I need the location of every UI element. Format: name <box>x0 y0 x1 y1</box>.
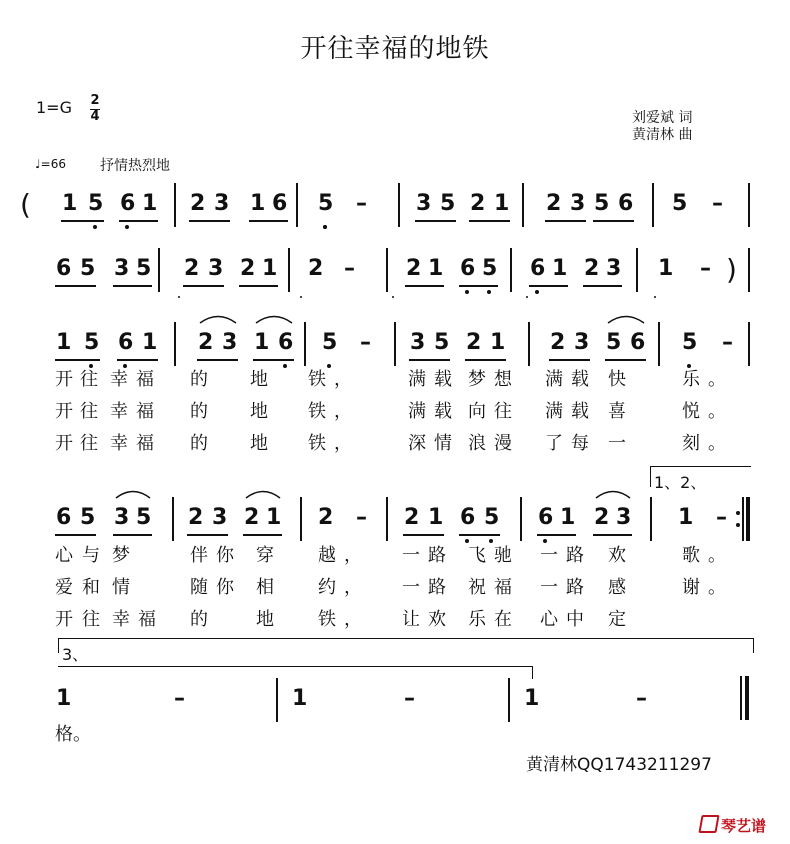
lyric-syllable: 随你 <box>190 577 242 598</box>
note: 1 <box>262 256 278 281</box>
note: 5 <box>84 330 100 355</box>
underline-beam <box>545 220 586 222</box>
note: 1 <box>658 256 674 281</box>
note: 5 <box>594 191 610 216</box>
close-paren: ) <box>726 253 737 286</box>
lyric-syllable: 伴你 <box>190 545 242 566</box>
lyric-syllable: 约， <box>318 577 370 598</box>
final-barline-thin <box>740 676 742 720</box>
lyric-syllable: 地 <box>250 401 276 422</box>
note: 6 <box>630 330 646 355</box>
lyric-syllable: 地 <box>250 433 276 454</box>
note: 5 <box>434 330 450 355</box>
note: 2 <box>404 505 420 530</box>
lyric-syllable: 爱 <box>55 577 81 598</box>
note: 3 <box>416 191 432 216</box>
lyric-syllable: 情 <box>112 577 138 598</box>
lyric-syllable: 穿 <box>256 545 282 566</box>
octave-dot <box>487 290 491 294</box>
octave-dot <box>323 225 327 229</box>
barline <box>748 322 750 366</box>
lyric-syllable: 与 <box>82 545 108 566</box>
lyric-syllable: 一路 <box>402 545 454 566</box>
note: 2 <box>550 330 566 355</box>
note: – <box>174 686 185 711</box>
barline <box>172 497 174 541</box>
lyric-syllable: 浪漫 <box>468 433 520 454</box>
volta-bracket-3-inner <box>58 666 533 679</box>
time-sig-bottom: 4 <box>90 109 100 124</box>
volta-bracket-3 <box>58 638 754 653</box>
lyric-syllable: 定 <box>608 609 634 630</box>
underline-beam <box>249 220 288 222</box>
underline-beam <box>119 220 158 222</box>
underline-beam <box>403 534 444 536</box>
lyric-syllable: 的 <box>190 609 216 630</box>
note: – <box>356 191 367 216</box>
logo-text: 琴艺谱 <box>721 817 767 835</box>
measure-tick <box>526 296 528 298</box>
barline <box>276 678 278 722</box>
note: 2 <box>466 330 482 355</box>
note: 3 <box>410 330 426 355</box>
slur-mark <box>596 489 630 499</box>
note: 3 <box>212 505 228 530</box>
note: 1 <box>250 191 266 216</box>
barline <box>304 322 306 366</box>
note: 5 <box>482 256 498 281</box>
underline-beam <box>243 534 282 536</box>
note: 2 <box>406 256 422 281</box>
lyricist-credit: 刘爱斌 词 <box>632 110 693 126</box>
note: 3 <box>222 330 238 355</box>
note: 2 <box>546 191 562 216</box>
note: 1 <box>560 505 576 530</box>
lyric-syllable: 歌。 <box>682 545 734 566</box>
logo-icon <box>698 815 719 833</box>
lyric-syllable: 往 <box>80 401 106 422</box>
note: 3 <box>570 191 586 216</box>
note: – <box>700 256 711 281</box>
lyric-syllable: 的 <box>190 369 216 390</box>
note: 5 <box>606 330 622 355</box>
barline <box>386 497 388 541</box>
lyric-syllable: 满载 <box>408 401 460 422</box>
underline-beam <box>537 534 576 536</box>
note: 2 <box>190 191 206 216</box>
note: 1 <box>62 191 78 216</box>
underline-beam <box>415 220 456 222</box>
note: 5 <box>440 191 456 216</box>
underline-beam <box>55 359 100 361</box>
note: – <box>356 505 367 530</box>
lyric-syllable: 喜 <box>608 401 634 422</box>
underline-beam <box>113 285 152 287</box>
lyric-syllable: 地 <box>256 609 282 630</box>
lyric-syllable: 开 <box>55 609 81 630</box>
site-logo <box>700 815 766 836</box>
note: 1 <box>678 505 694 530</box>
lyric-syllable: 满载 <box>408 369 460 390</box>
barline <box>652 183 654 227</box>
underline-beam <box>583 285 622 287</box>
note: 6 <box>538 505 554 530</box>
composer-credit: 黄清林 曲 <box>632 127 693 143</box>
key-signature: 1=G <box>36 98 72 117</box>
lyric-syllable: 地 <box>250 369 276 390</box>
note: – <box>404 686 415 711</box>
note: 6 <box>460 256 476 281</box>
barline <box>386 248 388 292</box>
note: 5 <box>88 191 104 216</box>
lyric-syllable: 的 <box>190 401 216 422</box>
note: 3 <box>208 256 224 281</box>
lyric-syllable: 铁， <box>308 401 360 422</box>
lyric-syllable: 一路 <box>540 577 592 598</box>
measure-tick <box>654 296 656 298</box>
barline <box>748 183 750 227</box>
underline-beam <box>187 534 228 536</box>
lyric-syllable: 往 <box>80 433 106 454</box>
note: 5 <box>672 191 688 216</box>
note: 5 <box>322 330 338 355</box>
note: 5 <box>136 505 152 530</box>
underline-beam <box>405 285 444 287</box>
final-barline-thick <box>745 676 749 720</box>
lyric-syllable: 格。 <box>55 724 91 745</box>
underline-beam <box>469 220 510 222</box>
barline <box>636 248 638 292</box>
time-sig-top: 2 <box>90 93 100 108</box>
underline-beam <box>529 285 568 287</box>
song-title: 开往幸福的地铁 <box>300 34 490 64</box>
lyric-syllable: 一路 <box>402 577 454 598</box>
slur-mark <box>200 314 236 324</box>
lyric-syllable: 向往 <box>468 401 520 422</box>
lyric-syllable: 心中 <box>540 609 592 630</box>
note: 1 <box>490 330 506 355</box>
lyric-syllable: 深情 <box>408 433 460 454</box>
lyric-syllable: 梦想 <box>468 369 520 390</box>
note: 5 <box>136 256 152 281</box>
note: 1 <box>552 256 568 281</box>
octave-dot <box>93 225 97 229</box>
underline-beam <box>465 359 506 361</box>
lyric-syllable: 快 <box>608 369 634 390</box>
time-signature <box>90 94 100 124</box>
repeat-barline-thin <box>742 497 744 541</box>
note: 1 <box>142 330 158 355</box>
lyric-syllable: 心 <box>55 545 81 566</box>
lyric-syllable: 祝福 <box>468 577 520 598</box>
measure-tick <box>178 296 180 298</box>
note: 3 <box>616 505 632 530</box>
lyric-syllable: 一 <box>608 433 634 454</box>
note: 2 <box>318 505 334 530</box>
note: 5 <box>484 505 500 530</box>
barline <box>748 248 750 292</box>
note: 6 <box>118 330 134 355</box>
lyric-syllable: 铁， <box>308 433 360 454</box>
barline <box>174 322 176 366</box>
octave-dot <box>465 290 469 294</box>
lyric-syllable: 铁， <box>318 609 370 630</box>
underline-beam <box>593 220 634 222</box>
barline <box>158 248 160 292</box>
barline <box>398 183 400 227</box>
octave-dot <box>125 225 129 229</box>
lyric-syllable: 开 <box>55 433 81 454</box>
slur-mark <box>246 489 280 499</box>
volta-label-1: 1、2、 <box>654 473 707 492</box>
underline-beam <box>189 220 230 222</box>
barline <box>174 183 176 227</box>
lyric-syllable: 梦 <box>112 545 138 566</box>
repeat-barline-thick <box>746 497 750 541</box>
underline-beam <box>183 285 224 287</box>
underline-beam <box>459 285 498 287</box>
note: 2 <box>188 505 204 530</box>
note: 2 <box>244 505 260 530</box>
note: 6 <box>56 256 72 281</box>
lyric-syllable: 了每 <box>545 433 597 454</box>
note: 2 <box>470 191 486 216</box>
volta-label-3: 3、 <box>62 645 89 664</box>
underline-beam <box>55 285 96 287</box>
note: 3 <box>114 256 130 281</box>
note: 1 <box>56 686 72 711</box>
tempo-marking: ♩=66 <box>35 157 66 171</box>
measure-tick <box>300 296 302 298</box>
note: 1 <box>254 330 270 355</box>
barline <box>520 497 522 541</box>
barline <box>528 322 530 366</box>
lyric-syllable: 和 <box>82 577 108 598</box>
note: 3 <box>574 330 590 355</box>
note: 2 <box>184 256 200 281</box>
note: 3 <box>606 256 622 281</box>
lyric-syllable: 满载 <box>545 401 597 422</box>
note: 1 <box>428 256 444 281</box>
underline-beam <box>55 534 96 536</box>
expression-marking: 抒情热烈地 <box>100 158 170 174</box>
lyric-syllable: 幸福 <box>112 609 164 630</box>
note: 6 <box>120 191 136 216</box>
underline-beam <box>593 534 632 536</box>
underline-beam <box>197 359 238 361</box>
lyric-syllable: 往 <box>82 609 108 630</box>
lyric-syllable: 谢。 <box>682 577 734 598</box>
lyric-syllable: 乐在 <box>468 609 520 630</box>
barline <box>510 248 512 292</box>
lyric-syllable: 幸福 <box>110 369 162 390</box>
barline <box>658 322 660 366</box>
underline-beam <box>239 285 278 287</box>
lyric-syllable: 开 <box>55 401 81 422</box>
underline-beam <box>117 359 158 361</box>
lyric-syllable: 铁， <box>308 369 360 390</box>
barline <box>394 322 396 366</box>
note: 6 <box>278 330 294 355</box>
note: 1 <box>524 686 540 711</box>
note: – <box>716 505 727 530</box>
lyric-syllable: 开 <box>55 369 81 390</box>
barline <box>296 183 298 227</box>
note: 1 <box>428 505 444 530</box>
underline-beam <box>253 359 294 361</box>
lyric-syllable: 相 <box>256 577 282 598</box>
lyric-syllable: 欢 <box>608 545 634 566</box>
note: – <box>344 256 355 281</box>
lyric-syllable: 越， <box>318 545 370 566</box>
lyric-syllable: 悦。 <box>682 401 734 422</box>
underline-beam <box>409 359 450 361</box>
slur-mark <box>116 489 150 499</box>
slur-mark <box>256 314 292 324</box>
slur-mark <box>608 314 644 324</box>
note: 6 <box>272 191 288 216</box>
lyric-syllable: 飞驰 <box>468 545 520 566</box>
note: 1 <box>292 686 308 711</box>
note: 2 <box>594 505 610 530</box>
barline <box>650 497 652 541</box>
underline-beam <box>113 534 152 536</box>
lyric-syllable: 幸福 <box>110 401 162 422</box>
note: 3 <box>114 505 130 530</box>
lyric-syllable: 一路 <box>540 545 592 566</box>
underline-beam <box>549 359 590 361</box>
note: 5 <box>80 505 96 530</box>
underline-beam <box>459 534 500 536</box>
repeat-dot <box>736 523 740 527</box>
note: 5 <box>80 256 96 281</box>
measure-tick <box>392 296 394 298</box>
barline <box>508 678 510 722</box>
barline <box>300 497 302 541</box>
note: 1 <box>142 191 158 216</box>
note: 2 <box>240 256 256 281</box>
note: – <box>360 330 371 355</box>
note: 6 <box>56 505 72 530</box>
lyric-syllable: 的 <box>190 433 216 454</box>
barline <box>288 248 290 292</box>
note: 2 <box>584 256 600 281</box>
repeat-dot <box>736 511 740 515</box>
lyric-syllable: 满载 <box>545 369 597 390</box>
lyric-syllable: 刻。 <box>682 433 734 454</box>
barline <box>522 183 524 227</box>
note: 1 <box>494 191 510 216</box>
lyric-syllable: 让欢 <box>402 609 454 630</box>
note: 5 <box>682 330 698 355</box>
lyric-syllable: 往 <box>80 369 106 390</box>
note: – <box>722 330 733 355</box>
octave-dot <box>535 290 539 294</box>
note: 6 <box>618 191 634 216</box>
lyric-syllable: 感 <box>608 577 634 598</box>
note: 2 <box>198 330 214 355</box>
lyric-syllable: 幸福 <box>110 433 162 454</box>
underline-beam <box>605 359 646 361</box>
open-paren: ( <box>20 188 31 221</box>
note: 6 <box>460 505 476 530</box>
note: 6 <box>530 256 546 281</box>
note: – <box>636 686 647 711</box>
note: 1 <box>56 330 72 355</box>
note: 3 <box>214 191 230 216</box>
octave-dot <box>283 364 287 368</box>
underline-beam <box>61 220 104 222</box>
note: 1 <box>266 505 282 530</box>
note: – <box>712 191 723 216</box>
arranger-signature: 黄清林QQ1743211297 <box>526 755 712 775</box>
lyric-syllable: 乐。 <box>682 369 734 390</box>
note: 2 <box>308 256 324 281</box>
note: 5 <box>318 191 334 216</box>
